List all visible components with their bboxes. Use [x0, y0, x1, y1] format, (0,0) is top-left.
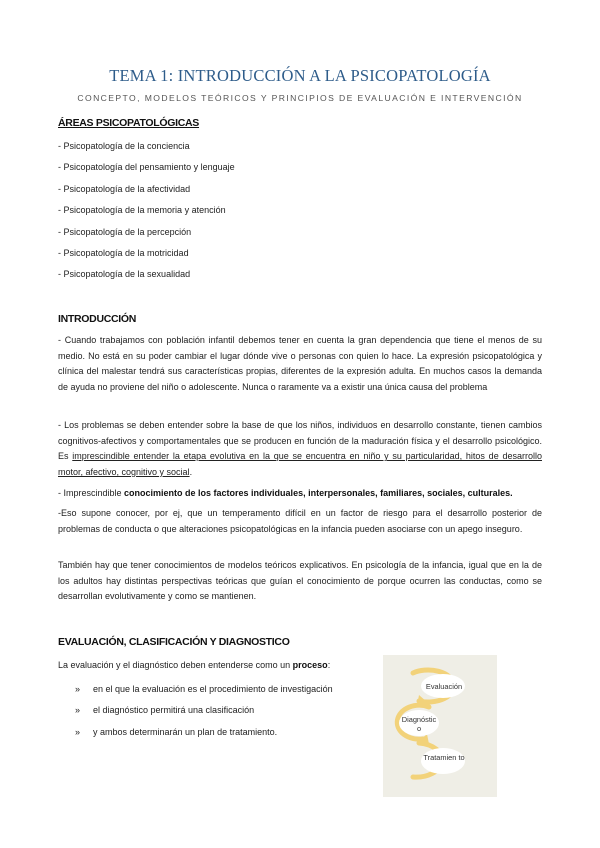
bullet-text: en el que la evaluación es el procedimiento de investigación	[93, 684, 333, 694]
evaluacion-lead-start: La evaluación y el diagnóstico deben entenderse como un	[58, 660, 293, 670]
cycle-label-diagnostico: Diagnóstic o	[401, 715, 437, 733]
areas-list-item: - Psicopatología de la memoria y atención	[58, 205, 226, 215]
intro-p2-end: .	[189, 466, 193, 477]
areas-list-item: - Psicopatología del pensamiento y lenguaje	[58, 162, 235, 172]
intro-p3-bold: conocimiento de los factores individuales, interpersonales, familiares, sociales, culturales.	[124, 488, 513, 498]
areas-list-item: - Psicopatología de la percepción	[58, 227, 192, 237]
document-subtitle: CONCEPTO, MODELOS TEÓRICOS Y PRINCIPIOS DE EVALUACIÓN E INTERVENCIÓN	[77, 93, 523, 103]
evaluacion-lead-end: :	[327, 660, 331, 670]
evaluacion-lead	[58, 658, 378, 674]
areas-list-item: - Psicopatología de la conciencia	[58, 141, 190, 151]
bullet-marker: »	[75, 727, 81, 737]
intro-p2-underlined: imprescindible entender la etapa evolutiva en la que se encuentra en niño y su particularidad, hitos de desarrollo motor, afectivo, cognitivo y social	[58, 451, 542, 477]
intro-paragraph-4: -Eso supone conocer, por ej, que un temperamento difícil en un factor de riesgo para el desarrollo posterior de problemas de conducta o que alteraciones psicopatológicas en la infancia pueden asociarse con un apego inseguro.	[58, 508, 542, 534]
areas-list-item: - Psicopatología de la motricidad	[58, 248, 189, 258]
process-cycle-diagram	[383, 655, 497, 797]
intro-heading: INTRODUCCIÓN	[58, 313, 137, 325]
intro-paragraph-2	[58, 418, 542, 480]
document-title: TEMA 1: INTRODUCCIÓN A LA PSICOPATOLOGÍA	[109, 66, 491, 85]
evaluacion-bullet	[75, 727, 277, 737]
intro-paragraph-3	[58, 486, 542, 502]
bullet-marker: »	[75, 684, 81, 694]
areas-heading: ÁREAS PSICOPATOLÓGICAS	[58, 117, 200, 129]
bullet-marker: »	[75, 705, 81, 715]
evaluacion-heading: EVALUACIÓN, CLASIFICACIÓN Y DIAGNOSTICO	[58, 636, 290, 648]
intro-p2-start: - Los problemas se deben entender sobre la base de que los niños, individuos en desarrollo constante, tienen cambios cognitivos-afectivos y comportamentales que se producen en función de la maduración física y el desarrollo psicológico. Es	[58, 420, 542, 462]
intro-paragraph-5: También hay que tener conocimientos de modelos teóricos explicativos. En psicología de la infancia, igual que en la de los adultos hay distintas perspectivas teóricas que guían el conocimiento de porque ocurren las conductas, como se desarrollan evolutivamente y como se mantienen.	[58, 560, 542, 602]
areas-list-item: - Psicopatología de la afectividad	[58, 184, 191, 194]
cycle-label-evaluacion: Evaluación	[425, 682, 463, 691]
bullet-text: el diagnóstico permitirá una clasificación	[93, 705, 255, 715]
intro-paragraph-1: - Cuando trabajamos con población infantil debemos tener en cuenta la gran dependencia que tiene el menos de su medio. No está en su poder cambiar el lugar dónde vive o personas con quien lo hace. La expresión psicopatológica y clínica del malestar tendrá sus características propias, diferentes de la expresión adulta. En muchos casos la demanda de ayuda no proviene del niño o adolescente. Nunca o raramente va a existir una única causa del problema	[58, 335, 542, 392]
evaluacion-bullet	[75, 705, 254, 715]
cycle-label-tratamiento: Tratamien to	[423, 753, 465, 762]
evaluacion-bullet	[75, 684, 333, 694]
areas-list-item: - Psicopatología de la sexualidad	[58, 269, 191, 279]
bullet-text: y ambos determinarán un plan de tratamiento.	[93, 727, 278, 737]
intro-p3-start: - Imprescindible	[58, 488, 125, 498]
evaluacion-lead-bold: proceso	[292, 660, 328, 670]
